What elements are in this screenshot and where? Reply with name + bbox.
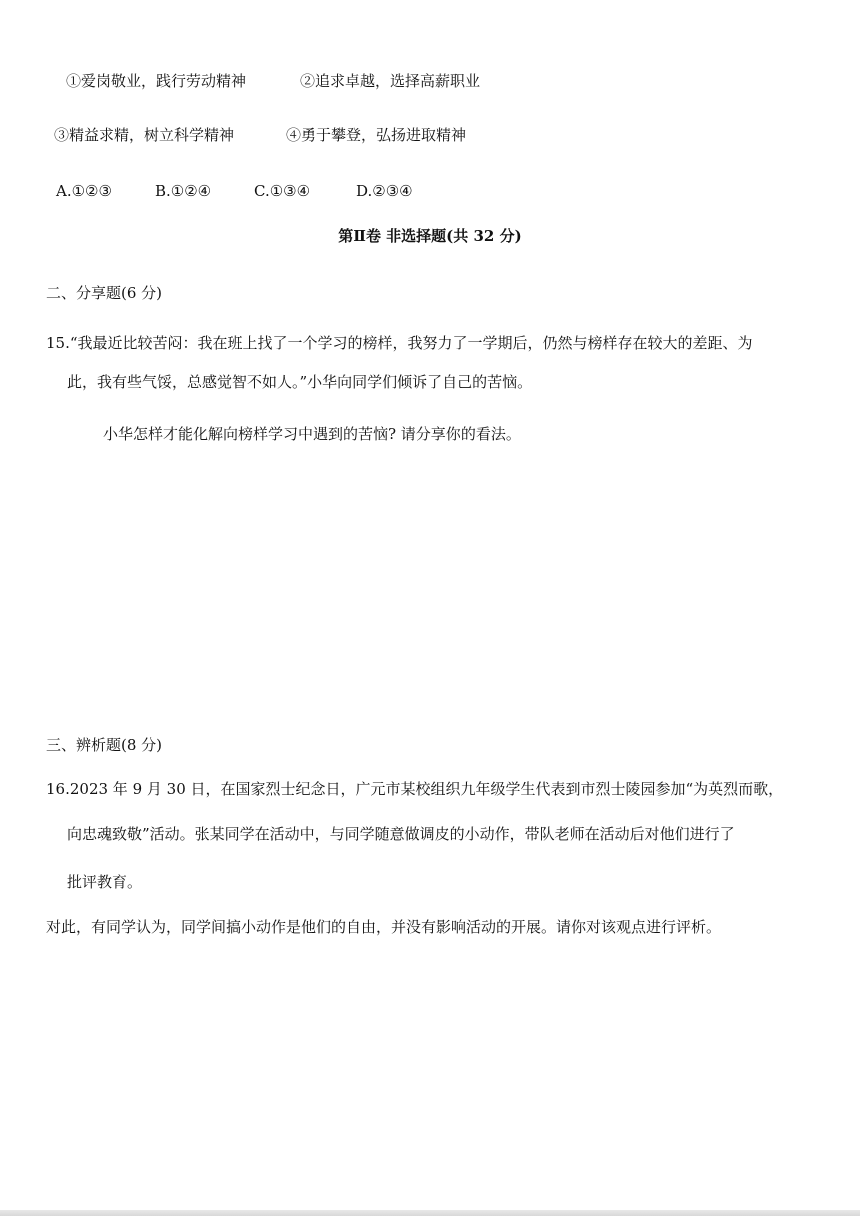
q14-choice-d: D.②③④ [356, 182, 413, 200]
q15-line-2: 此，我有些气馁，总感觉智不如人。”小华向同学们倾诉了自己的苦恼。 [67, 373, 533, 391]
q15-line-1: 15.“我最近比较苦闷：我在班上找了一个学习的榜样，我努力了一学期后，仍然与榜样存在较大的差距、为 [46, 334, 753, 352]
q16-line-2: 向忠魂致敬”活动。张某同学在活动中，与同学随意做调皮的小动作，带队老师在活动后对他们进行了 [67, 825, 735, 843]
q14-option-2: ②追求卓越，选择高薪职业 [300, 72, 481, 90]
page-bottom-edge [0, 1210, 860, 1216]
q14-option-1: ①爱岗敬业，践行劳动精神 [66, 72, 247, 90]
q16-question: 对此，有同学认为，同学间搞小动作是他们的自由，并没有影响活动的开展。请你对该观点进行评析。 [46, 918, 722, 936]
q15-question: 小华怎样才能化解向榜样学习中遇到的苦恼? 请分享你的看法。 [103, 425, 521, 443]
q16-line-3: 批评教育。 [67, 873, 143, 891]
section3-heading: 三、辨析题(8 分) [46, 736, 163, 754]
q14-choice-c: C.①③④ [254, 182, 311, 200]
q16-line-1: 16.2023 年 9 月 30 日，在国家烈士纪念日，广元市某校组织九年级学生代表到市烈士陵园参加“为英烈而歌， [46, 780, 784, 798]
section2-heading: 二、分享题(6 分) [46, 284, 163, 302]
q14-choice-b: B.①②④ [155, 182, 212, 200]
q14-choice-a: A.①②③ [56, 182, 112, 200]
part2-title: 第Ⅱ卷 非选择题(共 32 分) [338, 227, 522, 245]
q14-option-3: ③精益求精，树立科学精神 [54, 126, 235, 144]
q14-option-4: ④勇于攀登，弘扬进取精神 [286, 126, 467, 144]
